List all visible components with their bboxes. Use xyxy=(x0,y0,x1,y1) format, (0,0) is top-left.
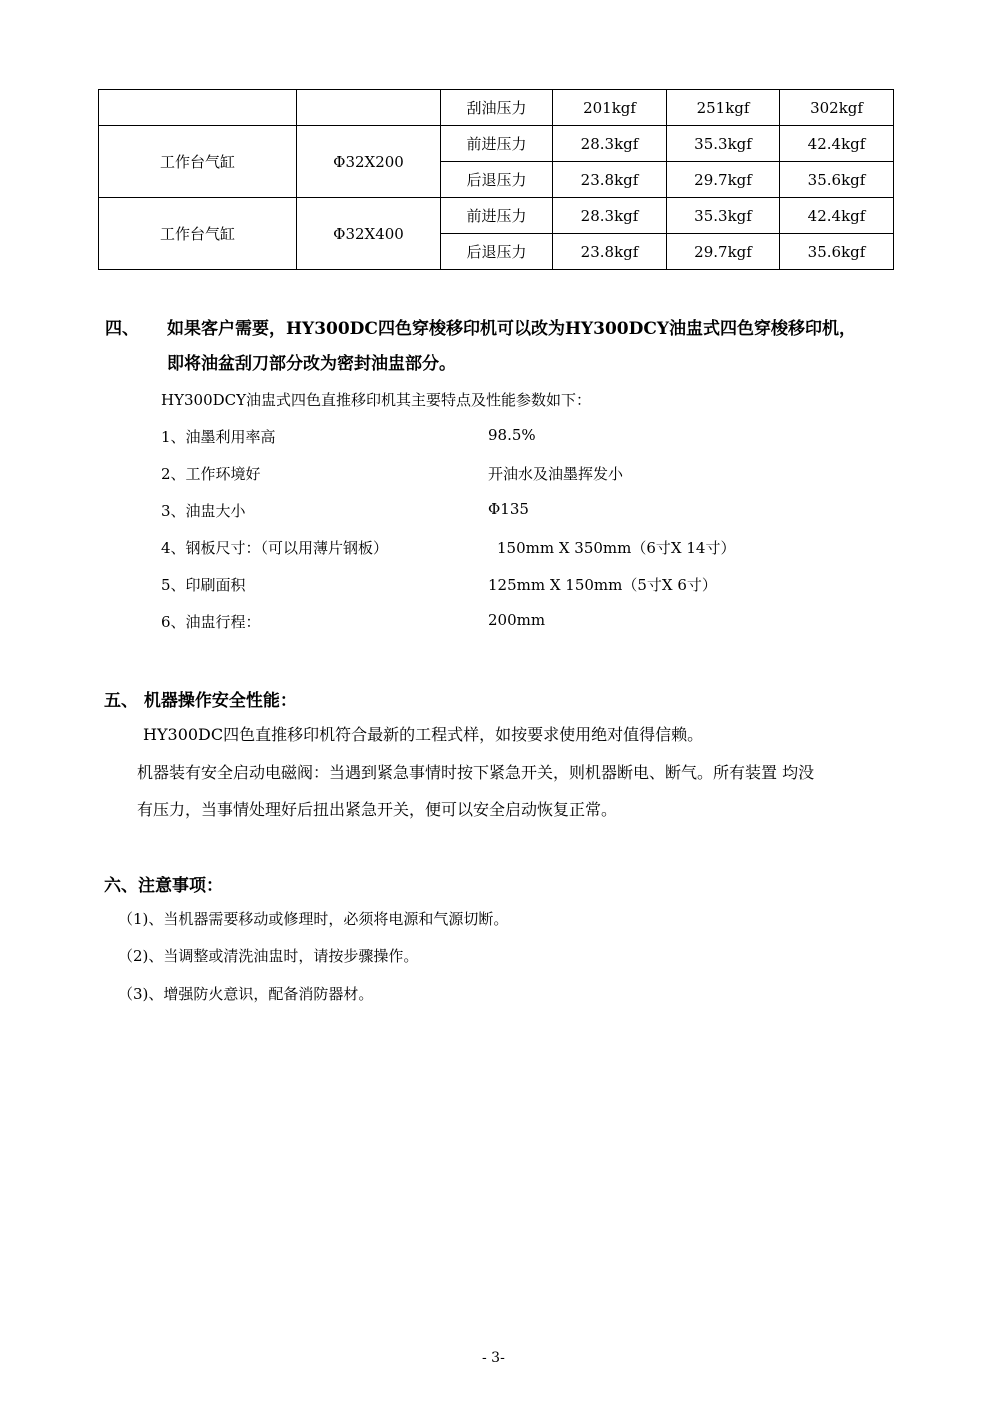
value-cell: 42.4kgf xyxy=(780,198,894,234)
spec-cell xyxy=(297,90,441,126)
table-row xyxy=(99,126,894,162)
value-cell: 42.4kgf xyxy=(780,126,894,162)
note-item: （3)、增强防火意识，配备消防器材。 xyxy=(118,985,374,1003)
feature-value: 98.5% xyxy=(488,426,536,444)
feature-value: 125mm X 150mm（5寸X 6寸） xyxy=(488,576,717,594)
value-cell: 201kgf xyxy=(553,90,667,126)
feature-label: 4、钢板尺寸：（可以用薄片钢板） xyxy=(161,539,389,557)
value-cell: 23.8kgf xyxy=(553,234,667,270)
value-cell: 251kgf xyxy=(667,90,780,126)
table-row xyxy=(99,90,894,126)
section5-paragraph: 机器装有安全启动电磁阀：当遇到紧急事情时按下紧急开关，则机器断电、断气。所有装置 均没 xyxy=(137,763,815,782)
feature-value: 200mm xyxy=(488,611,546,629)
value-cell: 35.6kgf xyxy=(780,234,894,270)
component-cell: 工作台气缸 xyxy=(99,198,297,270)
value-cell: 35.3kgf xyxy=(667,126,780,162)
section5-heading: 五、 机器操作安全性能： xyxy=(104,691,297,711)
feature-value: Φ135 xyxy=(488,500,529,518)
component-cell xyxy=(99,90,297,126)
table-row xyxy=(99,198,894,234)
spec-cell: Φ32X200 xyxy=(297,126,441,198)
value-cell: 28.3kgf xyxy=(553,126,667,162)
value-cell: 29.7kgf xyxy=(667,234,780,270)
spec-table xyxy=(98,89,894,270)
feature-value: 150mm X 350mm（6寸X 14寸） xyxy=(497,539,736,557)
section4-intro: HY300DCY油盅式四色直推移印机其主要特点及性能参数如下： xyxy=(161,391,592,409)
value-cell: 35.3kgf xyxy=(667,198,780,234)
component-cell: 工作台气缸 xyxy=(99,126,297,198)
item-cell: 前进压力 xyxy=(441,198,553,234)
section5-paragraph: 有压力，当事情处理好后扭出紧急开关，便可以安全启动恢复正常。 xyxy=(137,800,618,819)
value-cell: 35.6kgf xyxy=(780,162,894,198)
note-item: （1)、当机器需要移动或修理时，必须将电源和气源切断。 xyxy=(118,910,509,928)
note-item: （2)、当调整或清洗油盅时，请按步骤操作。 xyxy=(118,947,419,965)
section6-heading: 六、注意事项： xyxy=(104,876,223,896)
feature-label: 3、油盅大小 xyxy=(161,502,246,520)
section5-paragraph: HY300DC四色直推移印机符合最新的工程式样，如按要求使用绝对值得信赖。 xyxy=(143,725,704,744)
spec-cell: Φ32X400 xyxy=(297,198,441,270)
section4-line1: 如果客户需要，HY300DC四色穿梭移印机可以改为HY300DCY油盅式四色穿梭移印机， xyxy=(167,319,857,339)
value-cell: 23.8kgf xyxy=(553,162,667,198)
feature-label: 2、工作环境好 xyxy=(161,465,261,483)
feature-label: 5、印刷面积 xyxy=(161,576,246,594)
value-cell: 28.3kgf xyxy=(553,198,667,234)
section4-line2: 即将油盆刮刀部分改为密封油盅部分。 xyxy=(167,354,456,374)
section4-number: 四、 xyxy=(105,319,139,339)
item-cell: 前进压力 xyxy=(441,126,553,162)
value-cell: 29.7kgf xyxy=(667,162,780,198)
feature-label: 1、油墨利用率高 xyxy=(161,428,276,446)
value-cell: 302kgf xyxy=(780,90,894,126)
feature-value: 开油水及油墨挥发小 xyxy=(488,465,624,483)
item-cell: 后退压力 xyxy=(441,234,553,270)
item-cell: 后退压力 xyxy=(441,162,553,198)
item-cell: 刮油压力 xyxy=(441,90,553,126)
feature-label: 6、油盅行程： xyxy=(161,613,261,631)
page-number: - 3- xyxy=(482,1350,505,1366)
